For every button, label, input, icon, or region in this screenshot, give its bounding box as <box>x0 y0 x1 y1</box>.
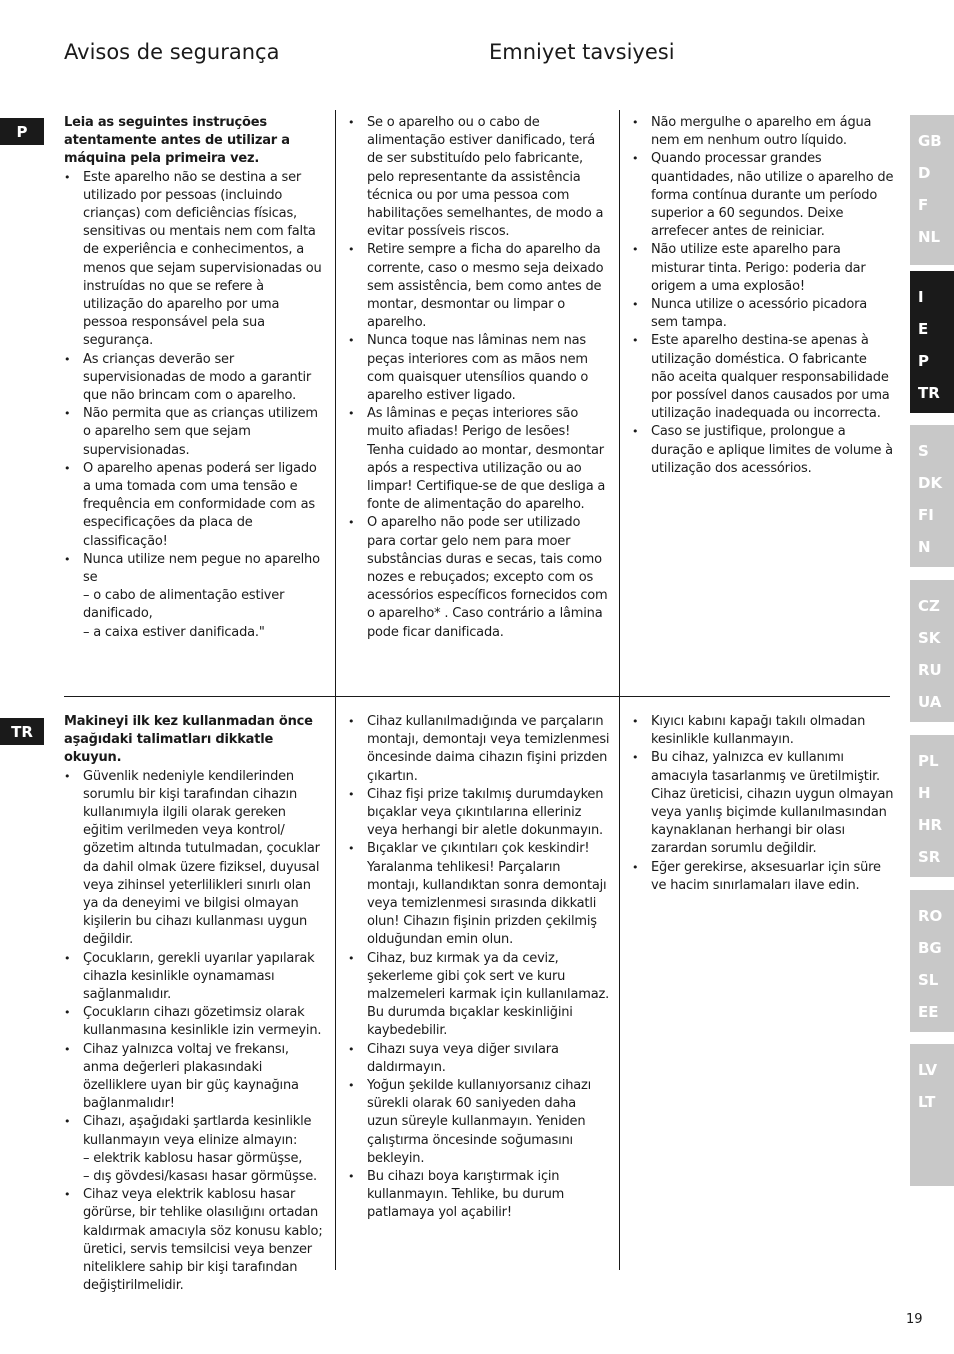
list-item: • Kıyıcı kabını kapağı takılı olmadan kesinlikle kullanmayın. <box>632 713 894 749</box>
language-item-ro[interactable]: RO <box>918 907 943 925</box>
language-item-h[interactable]: H <box>918 784 931 802</box>
tr-column-2 <box>348 713 610 1223</box>
list-item: • Cihaz kullanılmadığında ve parçaların montajı, demontajı veya temizlenmesi öncesinde daima cihazın fişini prizden çıkartın. <box>348 713 610 786</box>
page-title-portuguese: Avisos de segurança <box>64 40 280 64</box>
list-item: • Este aparelho destina-se apenas à utilização doméstica. O fabricante não aceita qualquer responsabilidade por possível danos causados por uma utilização inadequada ou incorrecta. <box>632 332 894 423</box>
p-intro: Leia as seguintes instruções atentamente antes de utilizar a máquina pela primeira vez. <box>64 115 290 167</box>
section-divider <box>64 696 890 697</box>
language-item-tr[interactable]: TR <box>918 384 940 402</box>
language-item-bg[interactable]: BG <box>918 939 942 957</box>
tr-col2-list <box>348 713 610 1223</box>
column-divider <box>335 110 336 696</box>
list-item: • Não permita que as crianças utilizem o aparelho sem que sejam supervisionadas. <box>64 405 326 460</box>
p-col3-list <box>632 114 894 478</box>
list-item: • Nunca utilize nem pegue no aparelho se – o cabo de alimentação estiver danificado, – a caixa estiver danificada." <box>64 551 326 642</box>
tr-intro: Makineyi ilk kez kullanmadan önce aşağıdaki talimatları dikkatle okuyun. <box>64 714 313 766</box>
language-item-sr[interactable]: SR <box>918 848 941 866</box>
language-item-gb[interactable]: GB <box>918 132 942 150</box>
list-item: • Se o aparelho ou o cabo de alimentação estiver danificado, terá de ser substituído pelo fabricante, pelo representante da assistência técnica ou por uma pessoa com habilitações semelhantes, de modo a evitar possíveis riscos. <box>348 114 610 241</box>
list-item: • Cihaz yalnızca voltaj ve frekansı, anma değerleri plakasındaki özelliklere uyan bir güç kaynağına bağlanmalıdır! <box>64 1041 326 1114</box>
language-group <box>910 1044 954 1186</box>
list-item: • Cihaz, buz kırmak ya da ceviz, şekerleme gibi çok sert ve kuru malzemeleri karmak için kullanılamaz. Bu durumda bıçaklar keskinliğini kaybedebilir. <box>348 950 610 1041</box>
language-item-lv[interactable]: LV <box>918 1061 938 1079</box>
p-col1-list <box>64 169 326 642</box>
language-group <box>910 271 954 413</box>
language-item-fi[interactable]: FI <box>918 506 934 524</box>
list-item: • Çocukların, gerekli uyarılar yapılarak cihazla kesinlikle oynamaması sağlanmalıdır. <box>64 950 326 1005</box>
list-item: • Caso se justifique, prolongue a duração e aplique limites de volume à utilização dos acessórios. <box>632 423 894 478</box>
language-group <box>910 115 954 265</box>
tr-column-3 <box>632 713 894 895</box>
list-item: • Eğer gerekirse, aksesuarlar için süre ve hacim sınırlamaları ilave edin. <box>632 859 894 895</box>
language-item-cz[interactable]: CZ <box>918 597 940 615</box>
list-item: • Cihaz veya elektrik kablosu hasar görürse, bir tehlike olasılığını ortadan kaldırmak amacıyla söz konusu kablo; üretici, servis temsilcisi veya benzer niteliklere sahip bir kişi tarafından değiştirilmelidir. <box>64 1186 326 1295</box>
language-item-ua[interactable]: UA <box>918 693 942 711</box>
language-item-dk[interactable]: DK <box>918 474 943 492</box>
language-group <box>910 580 954 722</box>
page-number: 19 <box>906 1312 923 1327</box>
language-tag-p: P <box>0 118 44 145</box>
language-item-p[interactable]: P <box>918 352 929 370</box>
list-item: • Cihazı, aşağıdaki şartlarda kesinlikle kullanmayın veya elinize almayın: – elektrik kablosu hasar görmüşse, – dış gövdesi/kasası hasar görmüşse. <box>64 1113 326 1186</box>
language-item-sl[interactable]: SL <box>918 971 939 989</box>
language-item-nl[interactable]: NL <box>918 228 941 246</box>
language-item-ru[interactable]: RU <box>918 661 942 679</box>
p-column-2 <box>348 114 610 642</box>
list-item: • Cihazı suya veya diğer sıvılara daldırmayın. <box>348 1041 610 1077</box>
column-divider <box>335 697 336 1270</box>
list-item: • Güvenlik nedeniyle kendilerinden sorumlu bir kişi tarafından cihazın kullanımıyla ilgili olarak gereken eğitim verilmeden veya kontrol/ gözetim altında tutulmadan, çocuklar da dahil olmak üzere fiziksel, duyusal veya zihinsel yeterlilikleri sınırlı olan ya da deneyimi ve bilgisi olmayan kişilerin bu cihazı kullanması uygun değildir. <box>64 768 326 950</box>
page-title-turkish: Emniyet tavsiyesi <box>489 40 675 64</box>
list-item: • Bıçaklar ve çıkıntıları çok keskindir! Yaralanma tehlikesi! Parçaların montajı, kullandıktan sonra demontajı veya temizlenmesi sırasında dikkatli olun! Cihazın fişinin prizden çekilmiş olduğundan emin olun. <box>348 840 610 949</box>
list-item: • Não utilize este aparelho para misturar tinta. Perigo: poderia dar origem a uma explosão! <box>632 241 894 296</box>
list-item: • As lâminas e peças interiores são muito afiadas! Perigo de lesões! Tenha cuidado ao montar, desmontar após a respectiva utilização ou ao limpar! Certifique-se de que desliga a fonte de alimentação do aparelho. <box>348 405 610 514</box>
tr-col3-list <box>632 713 894 895</box>
column-divider <box>619 697 620 1270</box>
list-item: • As crianças deverão ser supervisionadas de modo a garantir que não brincam com o aparelho. <box>64 351 326 406</box>
list-item: • Yoğun şekilde kullanıyorsanız cihazı sürekli olarak 60 saniyeden daha uzun süreyle kullanmayın. Yeniden çalıştırma öncesinde soğumasını bekleyin. <box>348 1077 610 1168</box>
p-col2-list <box>348 114 610 642</box>
language-group <box>910 425 954 567</box>
list-item: • Não mergulhe o aparelho em água nem em nenhum outro líquido. <box>632 114 894 150</box>
language-item-lt[interactable]: LT <box>918 1093 936 1111</box>
language-item-i[interactable]: I <box>918 288 924 306</box>
list-item: • O aparelho não pode ser utilizado para cortar gelo nem para moer substâncias duras e secas, tais como nozes e rebuçados; excepto com os acessórios específicos fornecidos com o aparelho* . Caso contrário a lâmina pode ficar danificada. <box>348 514 610 641</box>
language-item-sk[interactable]: SK <box>918 629 941 647</box>
list-item: • Quando processar grandes quantidades, não utilize o aparelho de forma contínua durante um período superior a 60 segundos. Deixe arrefecer antes de reiniciar. <box>632 150 894 241</box>
list-item: • O aparelho apenas poderá ser ligado a uma tomada com uma tensão e frequência em conformidade com as especificações da placa de classificação! <box>64 460 326 551</box>
language-group <box>910 890 954 1032</box>
language-item-ee[interactable]: EE <box>918 1003 939 1021</box>
language-group <box>910 735 954 877</box>
language-item-hr[interactable]: HR <box>918 816 943 834</box>
column-divider <box>619 110 620 696</box>
list-item: • Çocukların cihazı gözetimsiz olarak kullanmasına kesinlikle izin vermeyin. <box>64 1004 326 1040</box>
list-item: • Cihaz fişi prize takılmış durumdayken bıçaklar veya çıkıntılarına elleriniz veya herhangi bir aletle dokunmayın. <box>348 786 610 841</box>
list-item: • Este aparelho não se destina a ser utilizado por pessoas (incluindo crianças) com deficiências físicas, sensitivas ou mentais nem com falta de experiência e conhecimentos, a menos que sejam supervisionadas ou instruídas no que se refere à utilização do aparelho por uma pessoa responsável pela sua segurança. <box>64 169 326 351</box>
language-item-s[interactable]: S <box>918 442 929 460</box>
tr-column-1 <box>64 713 326 1296</box>
list-item: • Retire sempre a ficha do aparelho da corrente, caso o mesmo seja deixado sem assistência, bem como antes de montar, desmontar ou limpar o aparelho. <box>348 241 610 332</box>
p-column-3 <box>632 114 894 478</box>
tr-col1-list <box>64 768 326 1296</box>
language-item-pl[interactable]: PL <box>918 752 939 770</box>
language-tag-tr: TR <box>0 718 44 745</box>
list-item: • Bu cihaz, yalnızca ev kullanımı amacıyla tasarlanmış ve üretilmiştir. Cihaz üreticisi, cihazın uygun olmayan veya yanlış biçimde kullanılmasından kaynaklanan herhangi bir olası zarardan sorumlu değildir. <box>632 749 894 858</box>
language-item-f[interactable]: F <box>918 196 929 214</box>
list-item: • Nunca utilize o acessório picadora sem tampa. <box>632 296 894 332</box>
p-column-1 <box>64 114 326 642</box>
list-item: • Nunca toque nas lâminas nem nas peças interiores com as mãos nem com quaisquer utensílios quando o aparelho estiver ligado. <box>348 332 610 405</box>
language-item-e[interactable]: E <box>918 320 929 338</box>
language-item-d[interactable]: D <box>918 164 931 182</box>
list-item: • Bu cihazı boya karıştırmak için kullanmayın. Tehlike, bu durum patlamaya yol açabilir! <box>348 1168 610 1223</box>
language-item-n[interactable]: N <box>918 538 931 556</box>
